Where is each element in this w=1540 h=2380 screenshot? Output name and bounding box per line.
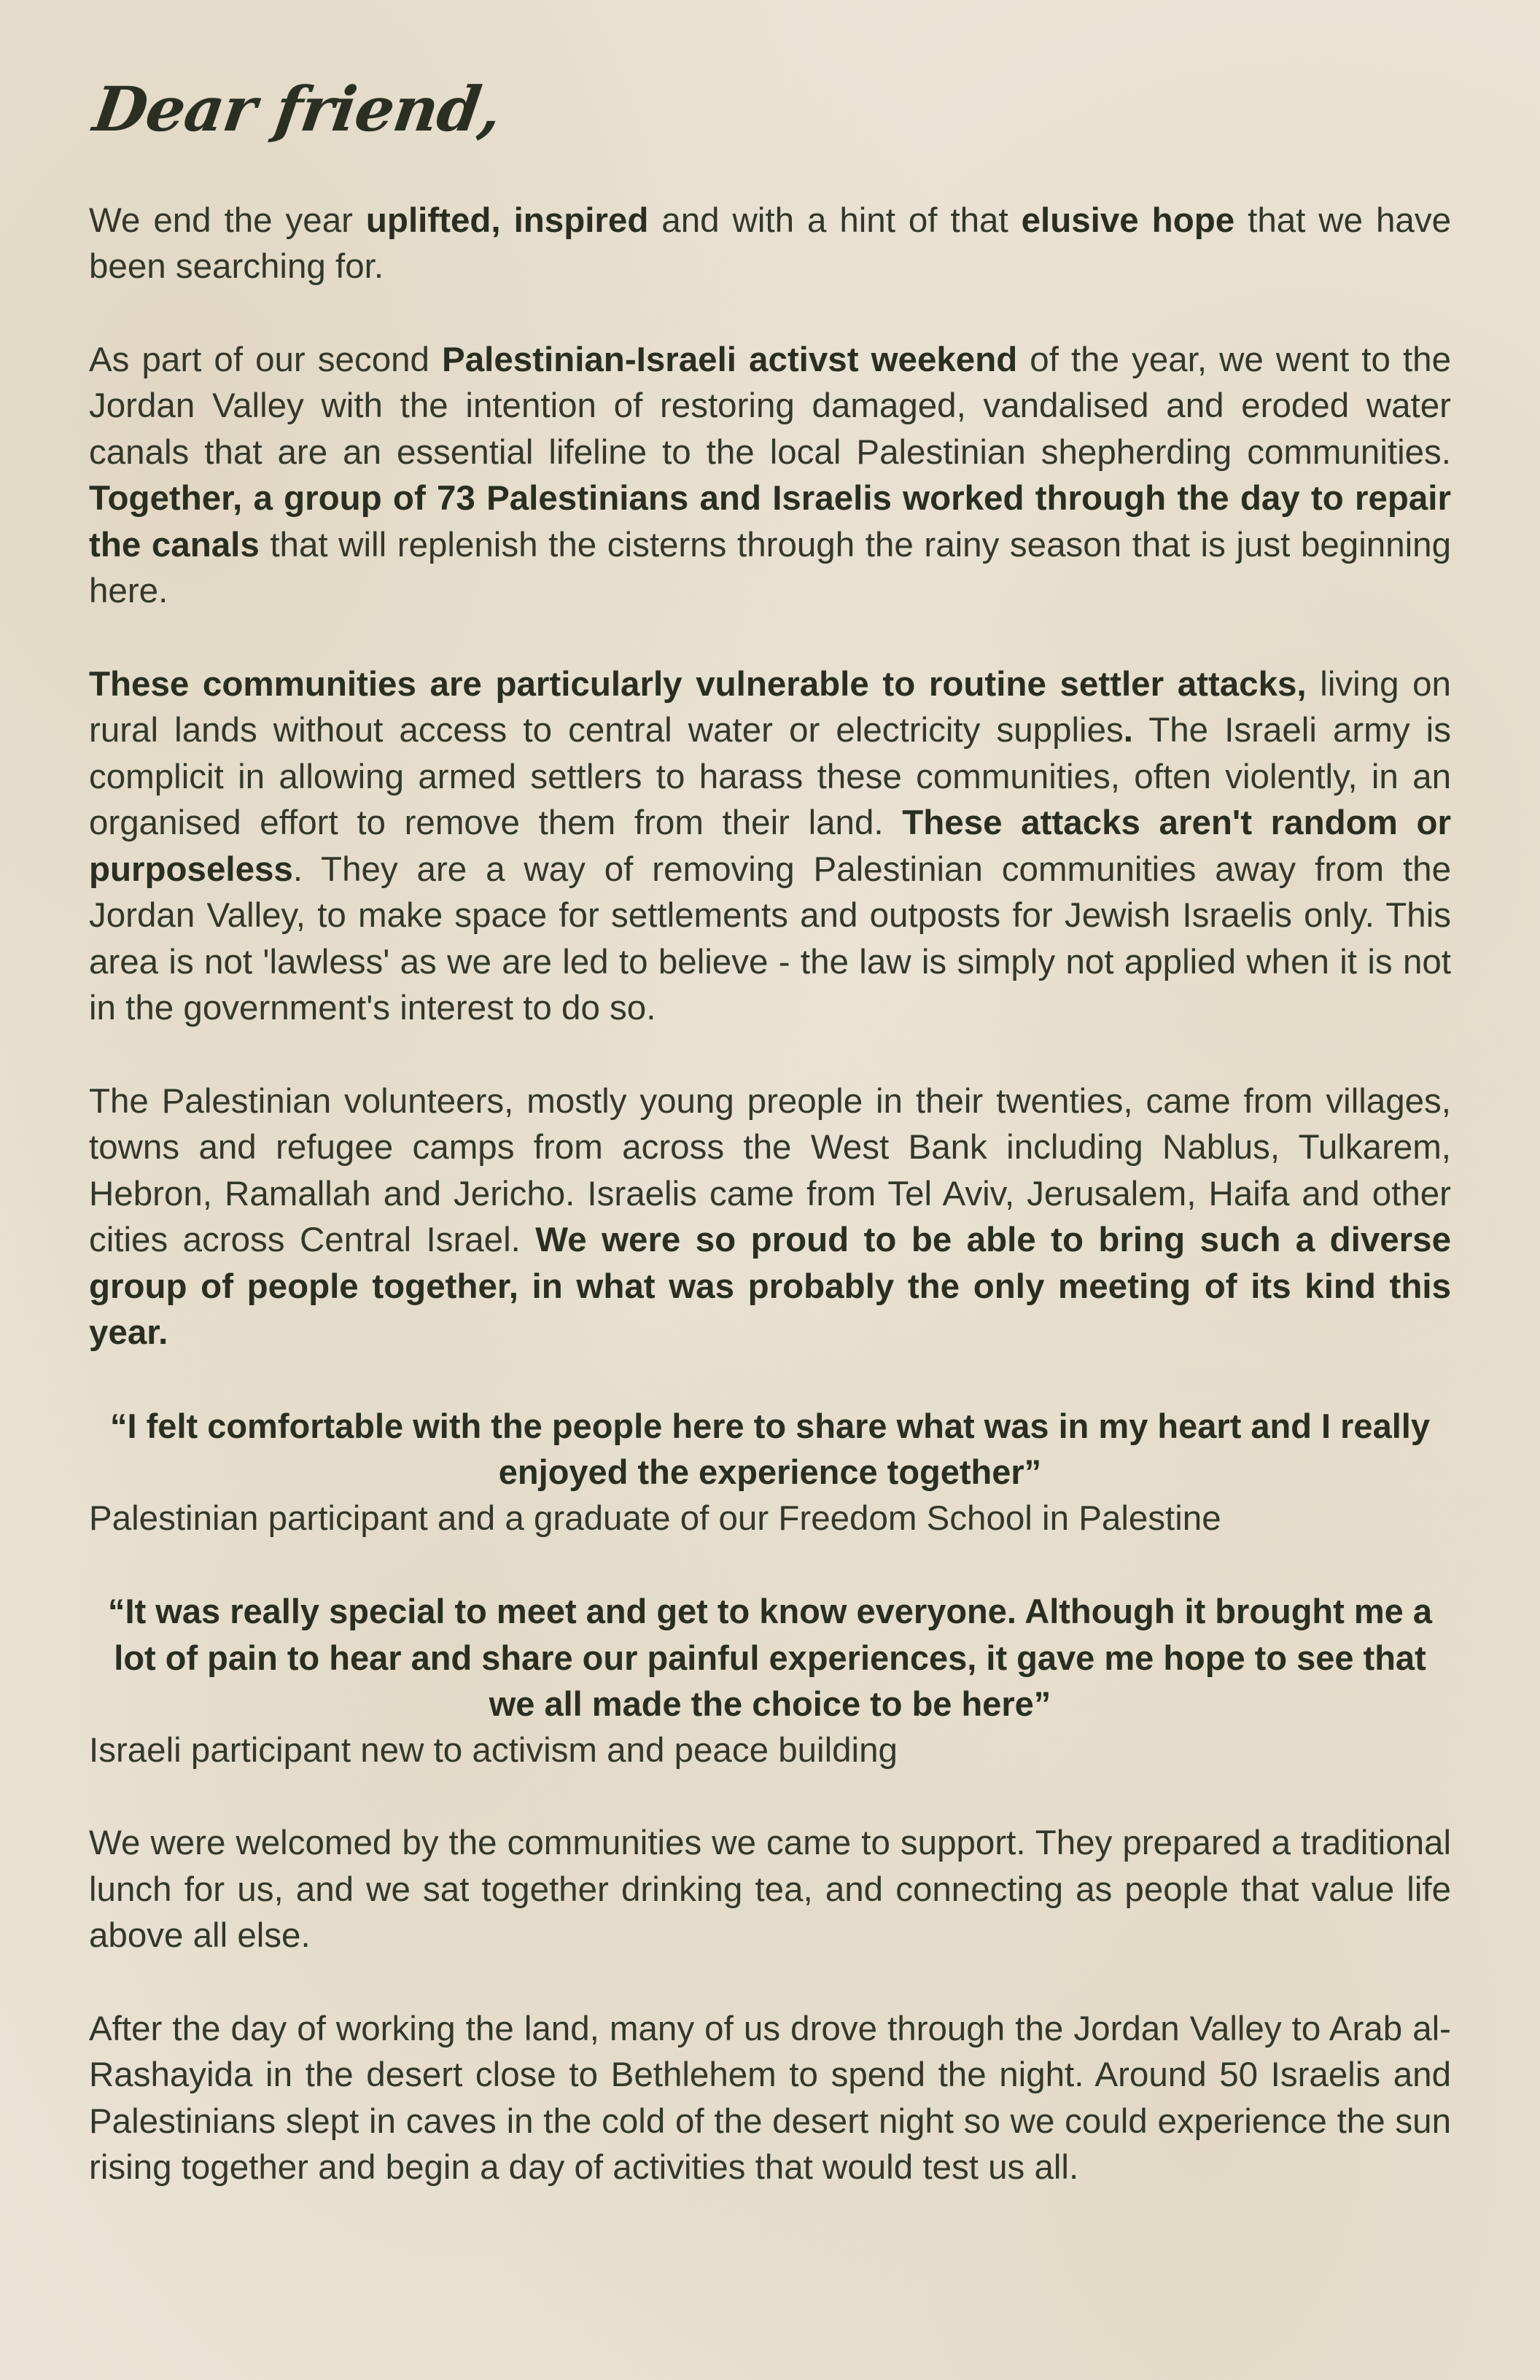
- paragraph-intro: [89, 198, 1451, 290]
- p2-bold-b: Together, a group of 73 Palestinians and Israelis worked through the day to repair the canals: [89, 479, 1451, 564]
- paragraph-volunteers: [89, 1078, 1451, 1356]
- p3-text-c: . They are a way of removing Palestinian communities away from the Jordan Valley, to make space for settlements and outposts for Jewish Israelis only. This area is not 'lawless' as we are led to believe - the law is simply not applied when it is not in the government's interest to do so.: [89, 849, 1451, 1028]
- paragraph-desert-night: [89, 2006, 1451, 2191]
- quote-text: “It was really special to meet and get to know everyone. Although it brought me a lot of pain to hear and share our painful experiences, it gave me hope to see that we all made the choice to be here”: [108, 1592, 1432, 1724]
- p1-bold-b: elusive hope: [1021, 201, 1235, 240]
- p2-bold-a: Palestinian-Israeli activst weekend: [442, 340, 1018, 379]
- p6-text-a: After the day of working the land, many of us drove through the Jordan Valley to Arab al-Rashayida in the desert close to Bethlehem to spend the night. Around 50 Israelis and Palestinians slept in caves in the cold of the desert night so we could experience the sun rising together and begin a day of activities that would test us all.: [89, 2009, 1451, 2188]
- p2-text-a: As part of our second: [89, 340, 443, 379]
- greeting-heading: Dear friend,: [89, 73, 506, 145]
- quote-attribution: Palestinian participant and a graduate of our Freedom School in Palestine: [89, 1498, 1221, 1538]
- p5-text-a: We were welcomed by the communities we came to support. They prepared a traditional lunch for us, and we sat together drinking tea, and connecting as people that value life above all else.: [89, 1824, 1451, 1956]
- quote-block-israeli: [89, 1588, 1451, 1773]
- quote-text: “I felt comfortable with the people here to share what was in my heart and I really enjoyed the experience together”: [110, 1406, 1430, 1492]
- p3-text-b: The Israeli army is complicit in allowing armed settlers to harass these communities, often violently, in an organised effort to remove them from their land.: [89, 711, 1451, 843]
- p2-text-b: of the year, we went to the Jordan Valley with the intention of restoring damaged, vandalised and eroded water canals that are an essential lifeline to the local Palestinian shepherding communities.: [89, 340, 1452, 472]
- p3-bold-a: These communities are particularly vulnerable to routine settler attacks,: [89, 664, 1307, 704]
- quote-attribution: Israeli participant new to activism and peace building: [89, 1730, 898, 1770]
- p3-text-a: living on rural lands without access to central water or electricity supplies: [89, 664, 1451, 750]
- quote-block-palestinian: [89, 1403, 1451, 1542]
- letter-page: [89, 73, 1451, 2238]
- paragraph-weekend: [89, 337, 1451, 615]
- p3-bold-b: .: [1123, 711, 1133, 750]
- p1-text-b: and with a hint of that: [648, 201, 1022, 240]
- p4-bold-a: We were so proud to be able to bring such a diverse group of people together, in what was probably the only meeting of its kind this year.: [89, 1221, 1451, 1353]
- p4-text-a: The Palestinian volunteers, mostly young preople in their twenties, came from villages, towns and refugee camps from across the West Bank including Nablus, Tulkarem, Hebron, Ramallah and Jericho. Israelis came from Tel Aviv, Jerusalem, Haifa and other cities across Central Israel.: [89, 1081, 1451, 1260]
- p1-text-c: that we have been searching for.: [89, 201, 1451, 287]
- p3-bold-c: These attacks aren't random or purposeless: [89, 804, 1451, 889]
- p2-text-c: that will replenish the cisterns through the rainy season that is just beginning here.: [89, 525, 1452, 611]
- paragraph-communities: [89, 661, 1451, 1032]
- p1-bold-a: uplifted, inspired: [365, 201, 649, 240]
- paragraph-welcome: [89, 1820, 1451, 1959]
- p1-text-a: We end the year: [89, 201, 366, 240]
